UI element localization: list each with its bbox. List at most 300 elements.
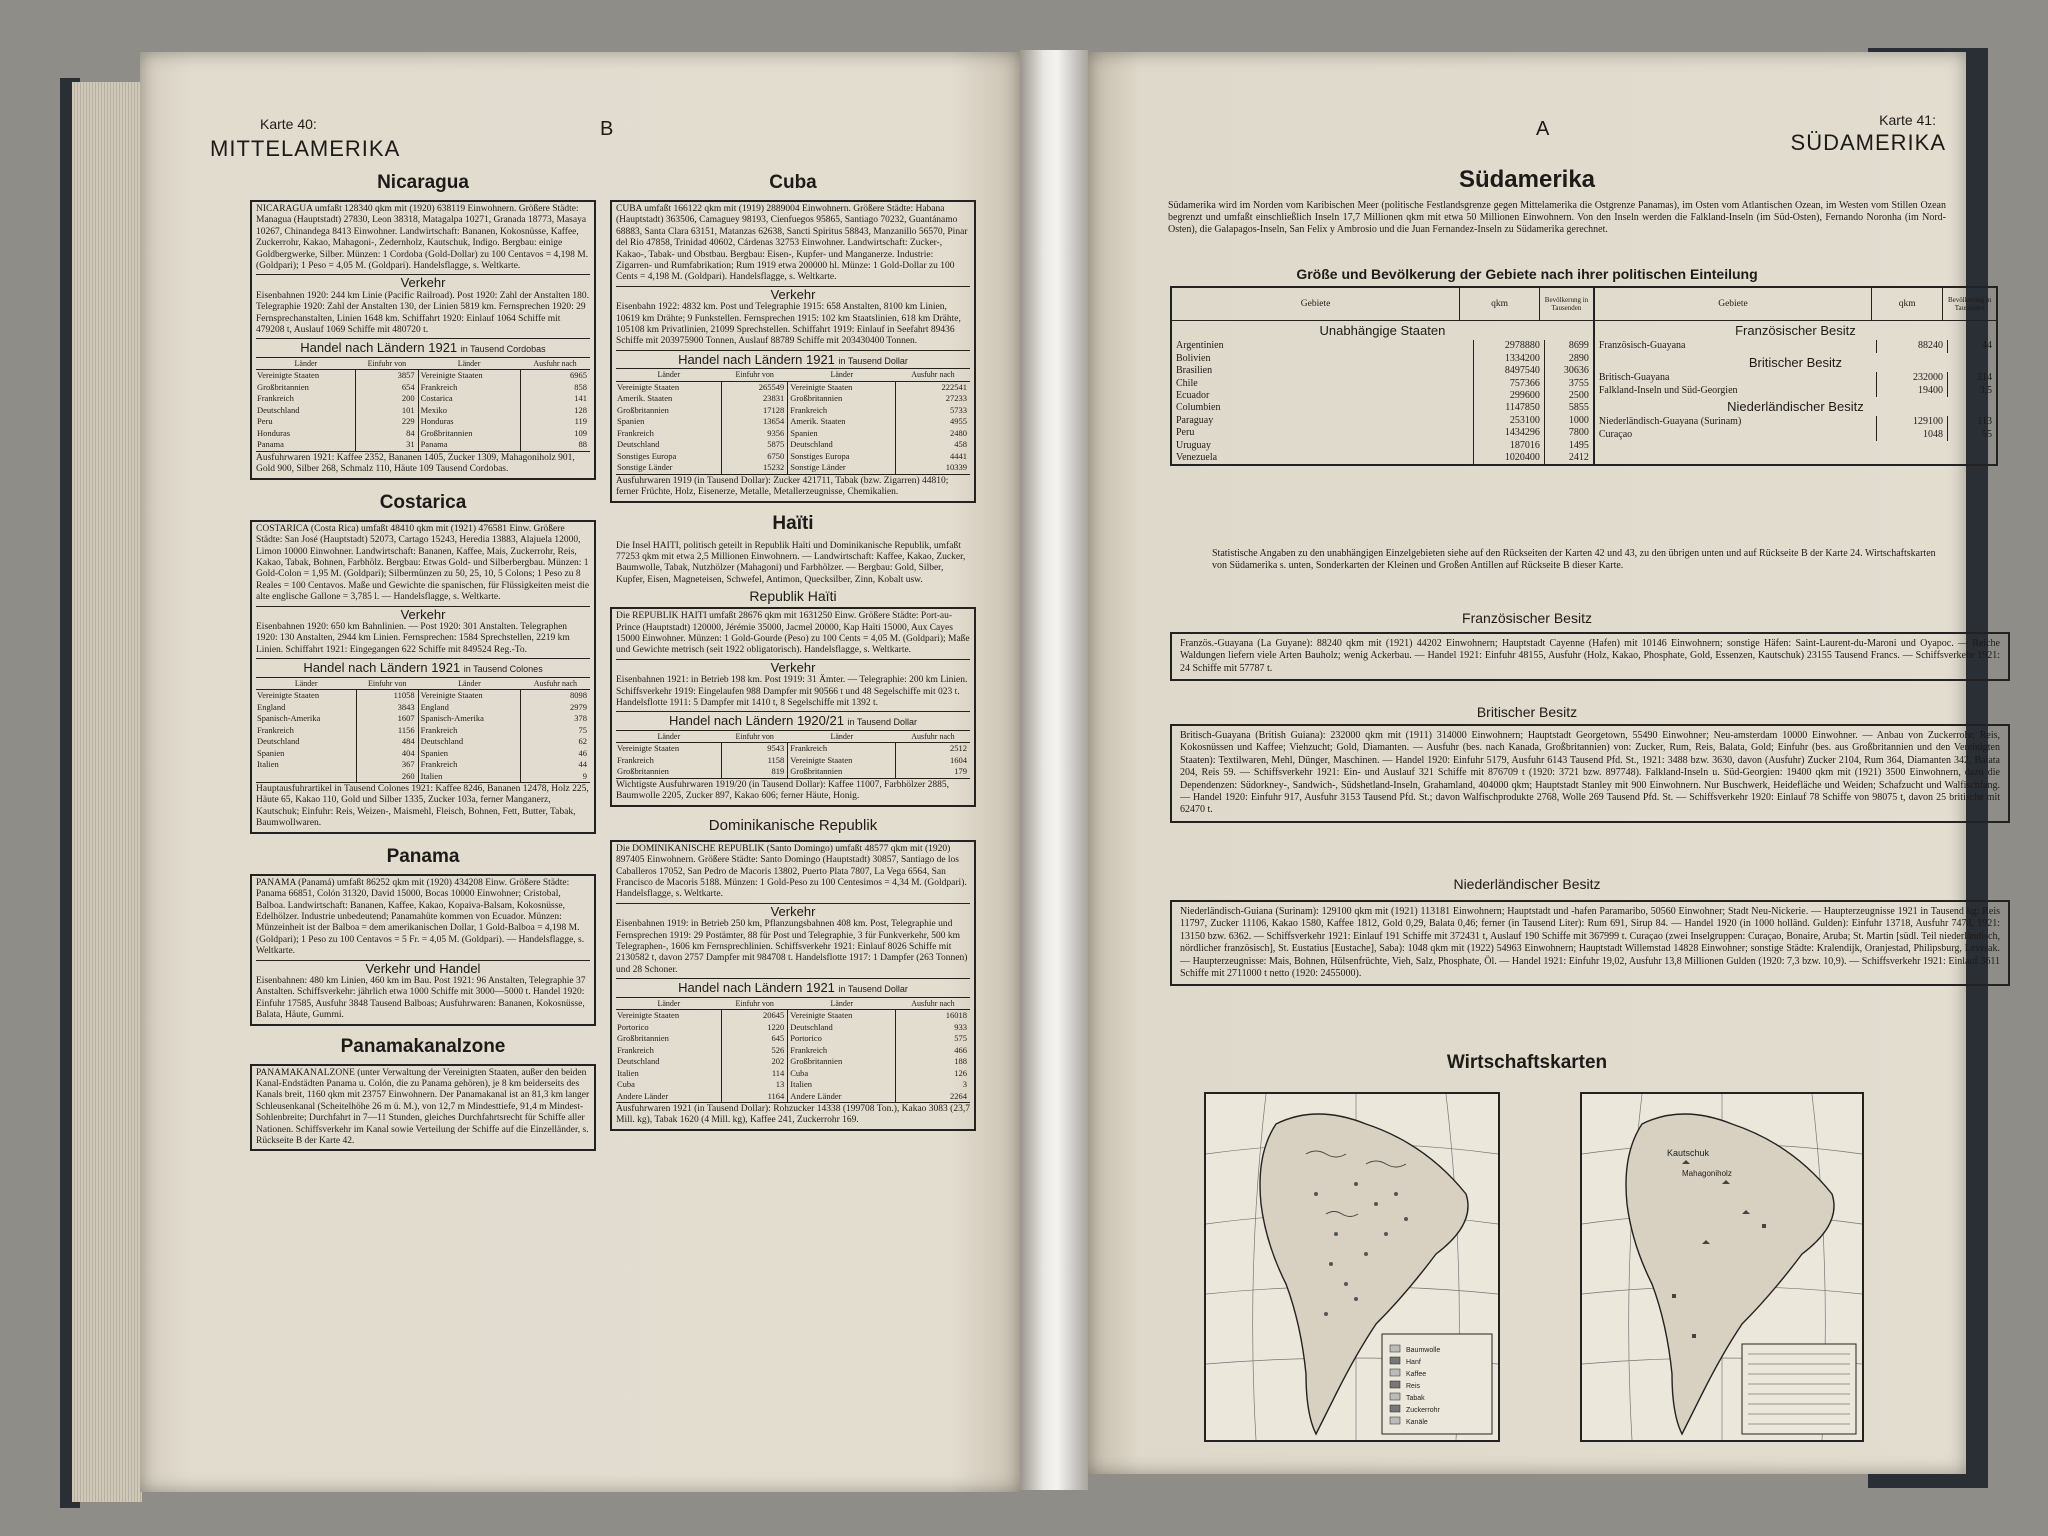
country-text: PANAMA (Panamá) umfaßt 86252 qkm mit (1920) 434208 Einw. Größere Städte: Panama 66851, Colón 31320, David 15000, Bocas 10000 Einwohner; Cristobal, Balboa. Landwirtschaft: Bananen, Kaffee, Kakao, Kopaiva-Balsam, Kokosnüsse, Edelhölzer. Industrie unbedeutend; Panamahüte kommen von Ecuador. Münzen: Münzeinheit ist der Balboa = dem amerikanischen Dollar, 1 Gold-Balboa = 4,198 M. (Goldpari); 1 Peso zu 100 Centavos = 5 Fr. = 4,05 M. (Goldpari). — Handelsflagge, s. Weltkarte.	[256, 877, 585, 957]
table-value: 101	[356, 405, 418, 417]
table-row	[256, 725, 590, 737]
table-country: Portorico	[788, 1033, 896, 1045]
table-row	[1172, 452, 1593, 464]
table-country: Niederländisch-Guayana (Surinam)	[1598, 416, 1742, 428]
table-row	[616, 1056, 970, 1068]
table-value: 5733	[896, 405, 970, 417]
country-text: CUBA umfaßt 166122 qkm mit (1919) 2889004 Einwohnern. Größere Städte: Habana (Hauptstadt) 363506, Camaguey 98193, Cienfuegos 95865, Santiago 70232, Guantánamo 68883, Santa Clara 63151, Matanzas 62638, Sancti Spiritus 58843, Manzanillo 56570, Pinar del Rio 47858, Trinidad 40602, Cárdenas 32753 Einwohner. Landwirtschaft: Zucker-, Kakao-, Tabak- und Obstbau. Bergbau: Eisen-, Kupfer- und Manganerze. Industrie: Zigarren- und Rumfabrikation; Rum 1919 etwa 200000 hl. Münze: 1 Gold-Dollar zu 100 Cents = 4,198 M. (Goldpari). Handelsflagge, s. Weltkarte.	[616, 204, 968, 283]
country-heading: Dominikanische Republik	[708, 816, 878, 834]
table-value: 9543	[722, 743, 788, 755]
possession-text: Britisch-Guayana (British Guiana): 232000 qkm mit (1911) 314000 Einwohnern; Hauptstadt Georgetown, 55490 Einwohner; Neu-amsterdam 10000 Einwohner. — Anbau von Zuckerrohr, Reis, Kokosnüssen und Kaffee; Viehzucht; Gold, Diamanten. — Ausfuhr (bes. nach Kanada, Großbritannien) von: Zucker, Rum, Reis, Balata, Gold; Einfuhr (bes. aus Großbritannien und den Vereinigten Staaten): Textilwaren, Mehl, Dünger, Maschinen. — Handel 1920: Einfuhr 5179, Ausfuhr 6143 Tausend Pfd. St., 1921: 3488 bzw. 3630, davon (Ausfuhr) Zucker 2104, Rum 364, Diamanten 342, Balata 204, Reis 59. — Schiffsverkehr 1921: Ein- und Auslauf 321 Schiffe mit 876709 t (1920: 3721 bzw. 897748). Falkland-Inseln u. Süd-Georgien: 19400 qkm mit (1921) 3500 Einwohnern, dazu die Dependenzen: Südorkney-, Sandwich-, Südshetland-Inseln, Grahamland, 404000 qkm; Hauptstadt Stanley mit 900 Einwohnern. Nur Buschwerk, Heidefläche und Weiden; Schafzucht und Walfischfang. — Handel 1920: Einfuhr 917, Ausfuhr 3153 Tausend Pfd. St.; davon Walfischprodukte 2768, Wolle 269 Tausend Pfd. St. — Schiffsverkehr 1920: Einlauf 78 Schiffe von 98075 t, davon 25 britische mit 62470 t.	[1180, 730, 2000, 816]
table-value: 3857	[356, 370, 418, 382]
table-value: 119	[520, 416, 590, 428]
table-value: 11058	[356, 690, 418, 702]
table-country: Venezuela	[1176, 452, 1218, 464]
table-country: Brasilien	[1176, 365, 1213, 377]
table-country: Amerik. Staaten	[788, 416, 896, 428]
table-value: 114	[722, 1068, 788, 1080]
table-country: Paraguay	[1176, 414, 1214, 426]
table-row	[256, 439, 590, 451]
dutch-possession-box	[1170, 900, 2010, 986]
verkehr-text: Eisenbahnen: 480 km Linien, 460 km im Bau. Post 1921: 96 Anstalten, Telegraphie 37 Anstalten. Schiffsverkehr: jährlich etwa 1000 Schiffe mit 3000—5000 t. Handel 1920: Einfuhr 17585, Ausfuhr 3848 Tausend Balboas; Ausfuhrwaren: Bananen, Kokosnüsse, Balata, Häute, Gummi.	[256, 975, 586, 1021]
country-heading: Costarica	[379, 491, 467, 513]
group-heading: Niederländischer Besitz	[1727, 399, 1864, 415]
table-value: 2890	[1544, 353, 1593, 365]
legend-swatch	[1390, 1417, 1400, 1424]
table-country: Sonstiges Europa	[788, 451, 896, 463]
table-value: 1334200	[1473, 353, 1544, 365]
table-value: 484	[356, 736, 418, 748]
table-row	[256, 370, 590, 382]
table-country: Vereinigte Staaten	[617, 1010, 680, 1021]
table-country: Frankreich	[788, 743, 896, 755]
page-edges	[72, 82, 142, 1502]
table-value: 1164	[722, 1091, 788, 1103]
table-country: Amerik. Staaten	[617, 393, 673, 404]
table-row	[256, 736, 590, 748]
table-country: Vereinigte Staaten	[788, 1010, 896, 1022]
legend-label: Tabak	[1406, 1395, 1425, 1402]
table-row	[616, 381, 970, 393]
verkehr-heading: Verkehr	[616, 659, 970, 673]
table-row	[256, 405, 590, 417]
verkehr-text: Eisenbahnen 1920: 244 km Linie (Pacific Railroad). Post 1920: Zahl der Anstalten 180. Telegraphie 1920: Zahl der Anstalten 130, der Linien 5819 km. Fernsprechen 1920: 29 Fernsprechanstalten, Linien 1648 km. Schiffahrt 1920: Einlauf 1064 Schiffe mit 479208 t, Auslauf 1069 Schiffe mit 480720 t.	[256, 290, 589, 336]
verkehr-heading: Verkehr und Handel	[256, 960, 590, 974]
handel-heading: Handel nach Ländern 1921 in Tausend Dollar	[616, 978, 970, 995]
table-value: 84	[356, 428, 418, 440]
table-value: 5875	[722, 439, 788, 451]
table-country: Honduras	[418, 416, 520, 428]
table-value: 265549	[722, 381, 788, 393]
table-row	[1172, 340, 1593, 352]
map-label: Mahagoniholz	[1682, 1169, 1732, 1178]
british-possession-box	[1170, 724, 2010, 823]
table-value: 367	[356, 759, 418, 771]
table-country: Vereinigte Staaten	[788, 381, 896, 393]
table-country: Falkland-Inseln und Süd-Georgien	[1598, 384, 1738, 396]
country-box-costarica	[250, 520, 596, 834]
legend-swatch	[1390, 1393, 1400, 1400]
table-value: 30636	[1544, 365, 1593, 377]
french-possession-box	[1170, 632, 2010, 681]
table-country: Sonstiges Europa	[617, 450, 677, 461]
export-note: Ausfuhrwaren 1921: Kaffee 2352, Bananen 1405, Zucker 1309, Mahagoniholz 901, Gold 900, Silber 268, Schmalz 110, Häute 109 Tausend Cordobas.	[256, 451, 590, 476]
country-box-haiti	[610, 607, 976, 806]
country-box-panamakanalzone	[250, 1064, 596, 1152]
table-value: 128	[520, 405, 590, 417]
country-heading: Haïti	[772, 512, 814, 534]
table-row	[616, 755, 970, 767]
table-country: Frankreich	[257, 393, 294, 404]
table-value: 15232	[722, 462, 788, 474]
table-value: 7800	[1544, 427, 1593, 439]
country-box-panama	[250, 874, 596, 1026]
country-text: Die DOMINIKANISCHE REPUBLIK (Santo Domingo) umfaßt 48577 qkm mit (1920) 897405 Einwohnern. Größere Städte: Santo Domingo (Hauptstadt) 30857, Santiago de los Caballeros 17052, San Pedro de Macoris 13802, Puerto Plata 7807, La Vega 6564, San Francisco de Macoris 5188. Münzen: 1 Gold-Peso zu 100 Centesimos = 4,34 M. (Goldpari). Handelsflagge, s. Weltkarte.	[616, 843, 967, 900]
table-value: 8699	[1544, 340, 1593, 352]
table-value: 13654	[722, 416, 788, 428]
table-country: Frankreich	[418, 725, 521, 737]
table-row	[256, 748, 590, 760]
table-value: 44	[1948, 340, 1997, 352]
country-box-nicaragua	[250, 200, 596, 480]
table-value: 645	[722, 1033, 788, 1045]
table-row	[616, 428, 970, 440]
table-row	[256, 428, 590, 440]
table-country: Frankreich	[617, 754, 654, 765]
table-country: Spanisch-Amerika	[418, 713, 521, 725]
table-country: Italien	[617, 1067, 639, 1078]
table-country: Großbritannien	[257, 381, 309, 392]
table-value: 8497540	[1473, 365, 1544, 377]
table-value: 1434296	[1473, 427, 1544, 439]
table-country: Frankreich	[788, 1045, 896, 1057]
right-column	[610, 172, 976, 1131]
table-value: 314	[1948, 372, 1997, 384]
verkehr-heading: Verkehr	[616, 286, 970, 300]
table-value: 5855	[1544, 402, 1593, 414]
table-country: Portorico	[617, 1021, 649, 1032]
table-country: Vereinigte Staaten	[257, 370, 320, 381]
verkehr-heading: Verkehr	[256, 606, 590, 620]
trade-table: Länder Einfuhr von Länder Ausfuhr nach Vereinigte Staaten 3857 Vereinigte Staaten 6965 Großbritannien 654 Frankreich 858 Frankreich 200 Costarica 141 Deutschland 101 Mexiko 128 Peru 229 Honduras 119 Honduras 84 Großbritannien 109 Panama 31 Panama 88	[256, 357, 590, 451]
table-value: 9356	[722, 428, 788, 440]
country-text: Die REPUBLIK HAITI umfaßt 28676 qkm mit 1631250 Einw. Größere Städte: Port-au-Prince (Hauptstadt) 120000, Jérémie 35000, Jacmel 20000, Kap Haïti 15000, Aux Cayes 15000 Einwohner. Münzen: 1 Gold-Gourde (Peso) zu 100 Cents = 4,05 M. (Goldpari); Maße und Gewichte metrisch (seit 1922 obligatorisch). Handelsflagge, s. Weltkarte.	[616, 611, 970, 656]
table-country: Deutschland	[617, 439, 660, 450]
economic-map-resources	[1580, 1092, 1864, 1442]
legend-label: Kanäle	[1406, 1419, 1428, 1426]
legend-swatch	[1390, 1381, 1400, 1388]
section-heading: Französischer Besitz	[1462, 610, 1592, 626]
table-value: 819	[722, 766, 788, 778]
table-country: Cuba	[617, 1079, 635, 1090]
table-value: 62	[521, 736, 590, 748]
south-america-map	[1582, 1094, 1862, 1440]
table-country: Columbien	[1176, 402, 1221, 414]
table-row	[616, 743, 970, 755]
table-value: 1220	[722, 1022, 788, 1034]
table-value: 6750	[722, 451, 788, 463]
table-row	[616, 1033, 970, 1045]
table-row	[1595, 416, 1996, 428]
table-row	[1172, 378, 1593, 390]
table-row	[616, 405, 970, 417]
legend-label: Reis	[1406, 1383, 1421, 1390]
table-row	[1172, 390, 1593, 402]
table-row	[256, 702, 590, 714]
legend-label: Baumwolle	[1406, 1347, 1441, 1354]
table-row	[616, 416, 970, 428]
handel-heading: Handel nach Ländern 1920/21 in Tausend Dollar	[616, 711, 970, 728]
table-value: 757366	[1473, 378, 1544, 390]
table-value: 299600	[1473, 390, 1544, 402]
table-value: 1000	[1544, 415, 1593, 427]
table-value: 575	[896, 1033, 970, 1045]
map-number: Karte 41:	[1879, 112, 1936, 128]
table-value: 4955	[896, 416, 970, 428]
table-value: 46	[521, 748, 590, 760]
table-row	[1595, 385, 1996, 397]
table-country: Deutschland	[257, 404, 300, 415]
left-page	[140, 52, 1020, 1492]
trade-table: Länder Einfuhr von Länder Ausfuhr nach Vereinigte Staaten 265549 Vereinigte Staaten 222541 Amerik. Staaten 23831 Großbritannien 27233 Großbritannien 17128 Frankreich 5733 Spanien 13654 Amerik. Staaten 4955 Frankreich 9356 Spanien 2480 Deutschland 5875 Deutschland 458 Sonstiges Europa 6750 Sonstiges Europa 4441 Sonstige Länder 15232 Sonstige Länder 10339	[616, 368, 970, 474]
table-row	[256, 771, 590, 783]
verkehr-heading: Verkehr	[256, 274, 590, 288]
table-value: 75	[521, 725, 590, 737]
table-value: 109	[520, 428, 590, 440]
legend-swatch	[1390, 1405, 1400, 1412]
table-value: 1156	[356, 725, 418, 737]
map-number: Karte 40:	[260, 116, 317, 132]
table-value: 229	[356, 416, 418, 428]
table-row	[1595, 340, 1996, 352]
table-country: Italien	[418, 771, 521, 783]
table-country: Panama	[257, 439, 284, 450]
handel-heading: Handel nach Ländern 1921 in Tausend Cordobas	[256, 338, 590, 355]
table-value: 17128	[722, 405, 788, 417]
table-value: 1020400	[1473, 452, 1544, 464]
verkehr-text: Eisenbahn 1922: 4832 km. Post und Telegraphie 1915: 658 Anstalten, 8100 km Linien, 10619 km Drähte; 9 Funkstellen. Fernsprechen 1915: 102 km Staatslinien, 618 km Drähte, 105108 km Privatlinien, 21099 Sprechstellen. Schiffahrt 1919: Einlauf in Seefahrt 89436 Schiffe mit 203975900 Tonnen, Auslauf 88789 Schiffe mit 203430400 Tonnen.	[616, 302, 961, 347]
table-country: Peru	[1176, 427, 1195, 439]
country-heading: Cuba	[769, 172, 817, 193]
right-page	[1088, 52, 2000, 1474]
legend-swatch	[1390, 1369, 1400, 1376]
page-letter: B	[600, 118, 614, 140]
export-note: Wichtigste Ausfuhrwaren 1919/20 (in Tausend Dollar): Kaffee 11007, Farbhölzer 2885, Baumwolle 2205, Zucker 897, Kakao 606; ferner Häute, Honig.	[616, 778, 970, 803]
table-value: 31	[356, 439, 418, 451]
country-heading: Panamakanalzone	[340, 1035, 506, 1057]
table-row	[616, 462, 970, 474]
table-country: Großbritannien	[617, 766, 669, 777]
table-value: 23831	[722, 393, 788, 405]
table-country: Andere Länder	[617, 1090, 669, 1101]
table-value: 187016	[1473, 440, 1544, 452]
book-spine	[1020, 50, 1088, 1490]
table-value: 378	[521, 713, 590, 725]
handel-heading: Handel nach Ländern 1921 in Tausend Colones	[256, 658, 590, 675]
subheading: Republik Haïti	[749, 588, 837, 605]
table-row	[1172, 415, 1593, 427]
haiti-intro: Die Insel HAITI, politisch geteilt in Republik Haïti und Dominikanische Republik, umfaßt 77253 qkm mit etwa 2,5 Millionen Einwohnern. — Landwirtschaft: Kaffee, Kakao, Zucker, Baumwolle, Tabak, Nutzhölzer (Mahagoni) und Farbhölzer. — Bergbau: Gold, Silber, Kupfer, Eisen, Magneteisen, Schwefel, Antimon, Quecksilber, Zinn, Kobalt usw.	[616, 540, 966, 585]
table-value: 2978880	[1473, 340, 1544, 352]
table-value: 1147850	[1473, 402, 1544, 414]
table-row	[256, 759, 590, 771]
table-country: Panama	[418, 439, 520, 451]
table-value: 10339	[896, 462, 970, 474]
table-country: Andere Länder	[788, 1091, 896, 1103]
table-value: 3755	[1544, 378, 1593, 390]
table-country: Frankreich	[257, 724, 294, 735]
table-country: Sonstige Länder	[788, 462, 896, 474]
table-value: 202	[722, 1056, 788, 1068]
table-country: Spanisch-Amerika	[257, 713, 321, 724]
country-text: COSTARICA (Costa Rica) umfaßt 48410 qkm mit (1921) 476581 Einw. Größere Städte: San José (Hauptstadt) 52073, Cartago 15243, Heredia 13883, Alajuela 12000, Limon 10000 Einwohner. Landwirtschaft: Bananen, Kaffee, Mais, Zuckerrohr, Reis, Kakao, Tabak, Bohnen, Farbhölz. Bergbau: Etwas Gold- und Silberbergbau. Münzen: 1 Gold-Colon = 1,95 M. (Goldpari); Silbermünzen zu 50, 25, 10, 5 Colons; 1 Peso zu 8 Reales = 100 Centavos. Maße und Gewichte die spanischen, für Flüssigkeiten meist die alte englische Gallone = 3,785 l. — Handelsflagge, s. Weltkarte.	[256, 523, 590, 603]
section-heading: Britischer Besitz	[1476, 704, 1578, 720]
table-country: Spanien	[617, 416, 645, 427]
table-value: 2412	[1544, 452, 1593, 464]
table-value: 458	[896, 439, 970, 451]
table-country: Cuba	[788, 1068, 896, 1080]
trade-table: Länder Einfuhr von Länder Ausfuhr nach Vereinigte Staaten 11058 Vereinigte Staaten 8098 England 3843 England 2979 Spanisch-Amerika 1607 Spanisch-Amerika 378 Frankreich 1156 Frankreich 75 Deutschland 484 Deutschland 62 Spanien 404 Spanien 46 Italien 367 Frankreich 44 260 Italien 9	[256, 677, 590, 783]
table-country: Mexiko	[418, 405, 520, 417]
table-value: 4441	[896, 451, 970, 463]
table-row	[256, 382, 590, 394]
table-country: Vereinigte Staaten	[418, 690, 521, 702]
table-country: Frankreich	[418, 759, 521, 771]
table-country: Frankreich	[617, 427, 654, 438]
table-country: Spanien	[418, 748, 521, 760]
table-country: Deutschland	[257, 736, 300, 747]
table-row	[1172, 402, 1593, 414]
table-row	[616, 439, 970, 451]
table-country: Spanien	[788, 428, 896, 440]
table-country: Vereinigte Staaten	[617, 743, 680, 754]
table-value: 858	[520, 382, 590, 394]
table-country: Peru	[257, 416, 273, 427]
section-title: MITTELAMERIKA	[210, 136, 401, 161]
table-value: 20645	[722, 1010, 788, 1022]
group-heading: Unabhängige Staaten	[1319, 323, 1446, 338]
table-row	[256, 393, 590, 405]
group-heading: Französischer Besitz	[1735, 323, 1856, 338]
table-country: Vereinigte Staaten	[418, 370, 520, 382]
table-country: Spanien	[257, 747, 285, 758]
country-box-dominikanische	[610, 840, 976, 1131]
table-row	[1172, 365, 1593, 377]
table-country: Großbritannien	[617, 404, 669, 415]
table-value: 200	[356, 393, 418, 405]
economic-map-agriculture	[1204, 1092, 1500, 1442]
table-value: 2480	[896, 428, 970, 440]
intro-text: Südamerika wird im Norden vom Karibischen Meer (politische Festlandsgrenze gegen Mittelamerika die Ostgrenze Panamas), im Osten vom Atlantischen Ozean, im Westen vom Stillen Ozean begrenzt und umfaßt einschließlich Inseln 17,7 Millionen qkm mit etwa 50 Millionen Einwohnern. Von den Inseln werden die Falkland-Inseln (im Süd-Osten), Fernando Noronha (im Nord-Osten), die Galapagos-Inseln, San Felix y Ambrosio und die Juan Fernandez-Inseln zu Südamerika gerechnet.	[1168, 200, 1946, 235]
section-heading: Niederländischer Besitz	[1453, 876, 1601, 892]
table-title: Größe und Bevölkerung der Gebiete nach ihrer politischen Einteilung	[1296, 266, 1758, 282]
table-value: 654	[356, 382, 418, 394]
export-note: Hauptausfuhrartikel in Tausend Colones 1921: Kaffee 8246, Bananen 12478, Holz 225, Häute 65, Kakao 110, Gold und Silber 1335, Zucker 103a, ferner Manganerz, Kautschuk; Einfuhr: Reis, Weizen-, Maismehl, Fleisch, Bohnen, Fett, Butter, Tabak, Baumwollwaren.	[256, 784, 589, 829]
legend-label: Kaffee	[1406, 1371, 1427, 1378]
left-column	[250, 172, 596, 1151]
table-value: 188	[896, 1056, 970, 1068]
table-country: Italien	[257, 759, 279, 770]
country-text: NICARAGUA umfaßt 128340 qkm mit (1920) 638119 Einwohnern. Größere Städte: Managua (Hauptstadt) 27830, Leon 38318, Matagalpa 10271, Granada 18773, Masaya 10267, Chinandega 8413 Einwohner. Landwirtschaft: Bananen, Kokosnüsse, Kaffee, Zuckerrohr, Kakao, Mahagoni-, Zedernholz, Kautschuk, Indigo. Bergbau: einige Goldbergwerke, Silber. Münzen: 1 Cordoba (Gold-Dollar) zu 100 Centavos = 4,198 M. (Goldparі); 1 Peso = 4,05 M. (Goldpari). Handelsflagge, s. Weltkarte.	[256, 204, 589, 272]
table-value: 2979	[521, 702, 590, 714]
legend-label: Zuckerrohr	[1406, 1407, 1440, 1414]
table-country: Italien	[788, 1079, 896, 1091]
table-value: 260	[356, 771, 418, 783]
table-row	[616, 1022, 970, 1034]
table-value: 404	[356, 748, 418, 760]
table-country: Frankreich	[418, 382, 520, 394]
table-value: 2500	[1544, 390, 1593, 402]
table-value: 3843	[356, 702, 418, 714]
table-value: 126	[896, 1068, 970, 1080]
table-country: Deutschland	[617, 1056, 660, 1067]
section-title: SÜDAMERIKA	[1790, 130, 1946, 155]
table-country: Großbritannien	[788, 1056, 896, 1068]
table-country: Argentinien	[1176, 340, 1224, 352]
table-row	[1172, 440, 1593, 452]
table-value: 1604	[896, 755, 970, 767]
table-country: Ecuador	[1176, 390, 1210, 402]
export-note: Ausfuhrwaren 1919 (in Tausend Dollar): Zucker 421711, Tabak (bzw. Zigarren) 44810; ferner Früchte, Holz, Eisenerze, Metalle, Metallerzeugnisse, Chemikalien.	[616, 474, 970, 499]
trade-table: Länder Einfuhr von Länder Ausfuhr nach Vereinigte Staaten 20645 Vereinigte Staaten 16018 Portorico 1220 Deutschland 933 Großbritannien 645 Portorico 575 Frankreich 526 Frankreich 466 Deutschland 202 Großbritannien 188 Italien 114 Cuba 126 Cuba 13 Italien 3 Andere Länder 1164 Andere Länder 2264	[616, 997, 970, 1103]
table-row	[616, 766, 970, 778]
table-value: 3	[896, 1079, 970, 1091]
table-value: 129100	[1877, 416, 1948, 428]
table-value: 88	[520, 439, 590, 451]
verkehr-text: Eisenbahnen 1919: in Betrieb 250 km, Pflanzungsbahnen 408 km. Post, Telegraphie und Fernsprechen 1919: 29 Postämter, 88 für Post und Telegraphie, 3 für Funkverkehr, 500 km Telegraphen-, 1606 km Fernsprechlinien. Schiffsverkehr 1921: Einlauf 8026 Schiffe mit 2130582 t, davon 2757 Dampfer mit 984708 t. Handelsflotte 1917: 1 Dampfer (263 Tonnen) und 28 Schoner.	[616, 919, 968, 975]
table-value: 232000	[1877, 372, 1948, 384]
table-value: 141	[520, 393, 590, 405]
table-country: Vereinigte Staaten	[788, 755, 896, 767]
handel-heading: Handel nach Ländern 1921 in Tausend Dollar	[616, 350, 970, 367]
table-row	[616, 1010, 970, 1022]
table-value: 2264	[896, 1091, 970, 1103]
table-country: Deutschland	[788, 1022, 896, 1034]
table-value: 55	[1948, 429, 1997, 441]
table-row	[616, 1079, 970, 1091]
legend-label: Hanf	[1406, 1359, 1421, 1366]
table-value: 19400	[1877, 385, 1948, 397]
table-row	[1595, 429, 1996, 441]
table-value: 2512	[896, 743, 970, 755]
table-row	[616, 1068, 970, 1080]
page-letter: A	[1536, 118, 1550, 140]
table-country: Chile	[1176, 377, 1198, 389]
table-country: Frankreich	[788, 405, 896, 417]
table-country: Sonstige Länder	[617, 462, 673, 473]
table-value: 179	[896, 766, 970, 778]
table-country	[256, 771, 356, 783]
statistics-note: Statistische Angaben zu den unabhängigen Einzelgebieten siehe auf den Rückseiten der Karten 42 und 43, zu den übrigen unten und auf Rückseite B der Karte 24. Wirtschaftskarten von Südamerika s. unten, Sonderkarten der Kleinen und Großen Antillen auf Rückseite B dieser Karte.	[1212, 548, 1936, 571]
table-value: 466	[896, 1045, 970, 1057]
table-country: Großbritannien	[617, 1033, 669, 1044]
table-value: 253100	[1473, 415, 1544, 427]
table-row	[1172, 353, 1593, 365]
table-country: England	[418, 702, 521, 714]
table-value: 933	[896, 1022, 970, 1034]
country-heading: Nicaragua	[377, 172, 469, 193]
verkehr-text: Eisenbahnen 1921: in Betrieb 198 km. Post 1919: 31 Ämter. — Telegraphie: 200 km Linien. Schiffsverkehr 1919: Eingelaufen 988 Dampfer mit 90566 t und 48 Segelschiffe mit 023 t. Handelsflotte 1911: 5 Dampfer mit 1410 t, 8 Segelschiffe mit 1392 t.	[616, 675, 968, 709]
table-row	[256, 416, 590, 428]
country-text: PANAMAKANALZONE (unter Verwaltung der Vereinigten Staaten, außer den beiden Kanal-Endstädten Panama u. Colón, die zu Panama gehören), je 8 km beiderseits des Kanals breit, 1160 qkm mit 23757 Einwohnern. Der Panamakanal ist an 81,3 km langer Schleusenkanal (Scheitelhöhe 26 m ü. M.), von 12,7 m Mindesttiefe, 91,4 m Mindest-Sohlenbreite; Durchfahrt in 7—11 Stunden, gleiches Durchfahrtsrecht für Schiffe aller Nationen. Schiffsverkehr im Kanal sowie Verteilung der Schiffe auf die Einzelländer, s. Rückseite B der Karte 42.	[256, 1067, 590, 1146]
map-label: Kautschuk	[1667, 1148, 1710, 1158]
trade-table: Länder Einfuhr von Länder Ausfuhr nach Vereinigte Staaten 9543 Frankreich 2512 Frankreich 1158 Vereinigte Staaten 1604 Großbritannien 819 Großbritannien 179	[616, 730, 970, 778]
table-country: Vereinigte Staaten	[617, 381, 680, 392]
possession-text: Französ.-Guayana (La Guyane): 88240 qkm mit (1921) 44202 Einwohnern; Hauptstadt Cayenne (Hafen) mit 10146 Einwohnern; sonstige Häfen: Saint-Laurent-du-Maroni und Oyapoc. — Reiche Waldungen liefern viele Arten Bauholz; wenig Ackerbau. — Handel 1921: Einfuhr 48155, Ausfuhr (Holz, Kakao, Phosphate, Gold, Essenzen, Kautschuk) 23155 Tausend Francs. — Schiffsverkehr 1921: 24 Schiffe mit 57787 t.	[1180, 638, 2000, 674]
table-country: Großbritannien	[788, 766, 896, 778]
table-value: 526	[722, 1045, 788, 1057]
table-value: 8098	[521, 690, 590, 702]
table-country: Großbritannien	[418, 428, 520, 440]
table-country: Großbritannien	[788, 393, 896, 405]
table-row	[256, 713, 590, 725]
table-country: England	[257, 701, 286, 712]
table-country: Britisch-Guayana	[1598, 372, 1670, 384]
table-country: Curaçao	[1598, 428, 1633, 440]
page-title: Südamerika	[1458, 166, 1596, 193]
table-country: Deutschland	[418, 736, 521, 748]
table-value: 1495	[1544, 440, 1593, 452]
table-country: Deutschland	[788, 439, 896, 451]
table-row	[616, 1045, 970, 1057]
table-country: Honduras	[257, 427, 291, 438]
table-value: 222541	[896, 381, 970, 393]
table-country: Uruguay	[1176, 439, 1211, 451]
table-value: 1048	[1877, 429, 1948, 441]
table-country: Frankreich	[617, 1044, 654, 1055]
table-row	[256, 690, 590, 702]
table-value: 44	[521, 759, 590, 771]
